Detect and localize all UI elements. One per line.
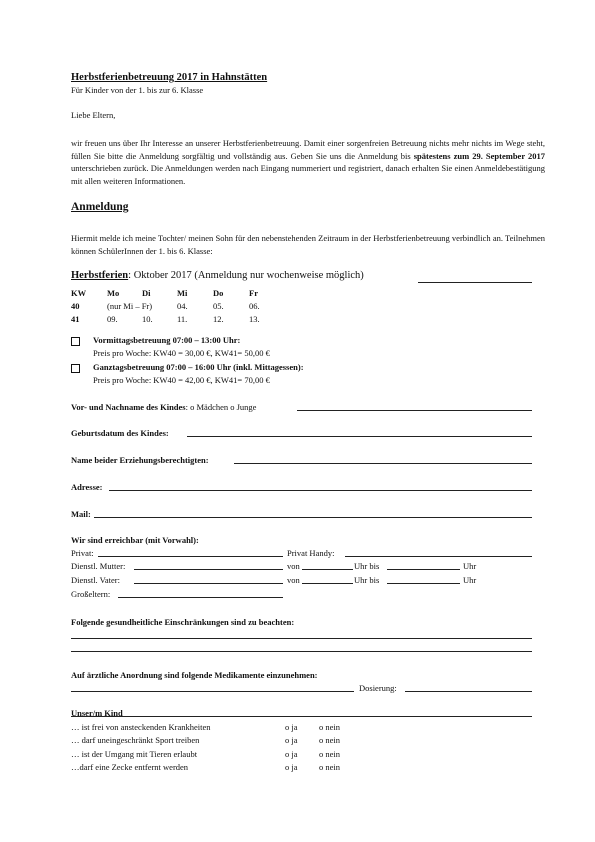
fullday-care-label: Ganztagsbetreuung 07:00 – 16:00 Uhr (inkl. Mittagessen): xyxy=(93,362,304,372)
mother-from-label: von xyxy=(287,561,300,571)
row-41-di: 10. xyxy=(142,314,153,324)
permission-tick-label: …darf eine Zecke entfernt werden xyxy=(71,762,189,772)
row-40-kw: 40 xyxy=(71,301,80,311)
birthdate-label: Geburtsdatum des Kindes: xyxy=(71,428,169,438)
grandparents-label: Großeltern: xyxy=(71,589,111,599)
letter-text-2: unterschrieben zurück. Die Anmeldungen werden nach Eingang nummeriert und registriert, danach erhalten Sie einen Anmeldebestätigung mit allen weiteren Informationen. xyxy=(71,163,545,186)
fullday-care-checkbox[interactable] xyxy=(71,364,80,373)
permission-animals-no[interactable]: o nein xyxy=(319,749,341,759)
address-field[interactable] xyxy=(109,490,532,491)
greeting: Liebe Eltern, xyxy=(71,110,116,120)
permission-sport-no[interactable]: o nein xyxy=(319,735,341,745)
father-from-label: von xyxy=(287,575,300,585)
morning-care-label: Vormittagsbetreuung 07:00 – 13:00 Uhr: xyxy=(93,335,241,345)
col-fr: Fr xyxy=(249,288,258,298)
private-mobile-label: Privat Handy: xyxy=(287,548,335,558)
child-heading: Unser/m Kind xyxy=(71,708,123,718)
row-41-mo: 09. xyxy=(107,314,118,324)
morning-care-price: Preis pro Woche: KW40 = 30,00 €, KW41= 50,00 € xyxy=(93,348,270,358)
dosage-label: Dosierung: xyxy=(359,683,397,693)
fullday-care-price: Preis pro Woche: KW40 = 42,00 €, KW41= 70,00 € xyxy=(93,375,270,385)
gender-options[interactable]: : o Mädchen o Junge xyxy=(185,402,257,412)
row-41-mi: 11. xyxy=(177,314,188,324)
private-phone-field[interactable] xyxy=(98,556,283,557)
permission-sport-label: … darf uneingeschränkt Sport treiben xyxy=(71,735,200,745)
permission-contagious-label: … ist frei von ansteckenden Krankheiten xyxy=(71,722,211,732)
mail-field[interactable] xyxy=(94,517,532,518)
father-uhr-label: Uhr xyxy=(463,575,477,585)
row-40-fr: 06. xyxy=(249,301,260,311)
father-label: Dienstl. Vater: xyxy=(71,575,120,585)
permission-sport-yes[interactable]: o ja xyxy=(285,735,298,745)
row-41-kw: 41 xyxy=(71,314,80,324)
col-mi: Mi xyxy=(177,288,188,298)
contact-heading: Wir sind erreichbar (mit Vorwahl): xyxy=(71,535,199,545)
permission-contagious-no[interactable]: o nein xyxy=(319,722,341,732)
letter-text-1: wir freuen uns über Ihr Interesse an unserer Herbstferienbetreuung. Damit einer sorgenfreien Betreuung nichts mehr nichts im Wege steht, füllen Sie bitte die Anmeldung sorgfältig und vollständig aus. Geben Sie uns die Anmeldung bis xyxy=(71,138,545,161)
registration-heading: Anmeldung xyxy=(71,201,129,213)
holidays-heading xyxy=(71,270,364,281)
birthdate-field[interactable] xyxy=(187,436,532,437)
address-label: Adresse: xyxy=(71,482,103,492)
child-name-label xyxy=(71,402,256,412)
row-41-do: 12. xyxy=(213,314,224,324)
row-40-mo: (nur Mi – Fr) xyxy=(107,301,153,311)
child-name-field[interactable] xyxy=(297,410,532,411)
health-field-1[interactable] xyxy=(71,638,532,639)
row-41-fr: 13. xyxy=(249,314,260,324)
col-kw: KW xyxy=(71,288,87,298)
father-phone-field[interactable] xyxy=(134,583,283,584)
mail-label: Mail: xyxy=(71,509,91,519)
private-label: Privat: xyxy=(71,548,94,558)
row-40-do: 05. xyxy=(213,301,224,311)
permission-contagious-yes[interactable]: o ja xyxy=(285,722,298,732)
guardians-field[interactable] xyxy=(234,463,532,464)
permission-tick-yes[interactable]: o ja xyxy=(285,762,298,772)
permission-animals-label: … ist der Umgang mit Tieren erlaubt xyxy=(71,749,198,759)
holidays-heading-line xyxy=(418,282,532,283)
document-subtitle: Für Kinder von der 1. bis zur 6. Klasse xyxy=(71,85,204,95)
col-di: Di xyxy=(142,288,151,298)
permission-animals-yes[interactable]: o ja xyxy=(285,749,298,759)
mother-until-label: Uhr bis xyxy=(354,561,380,571)
medication-heading: Auf ärztliche Anordnung sind folgende Medikamente einzunehmen: xyxy=(71,670,318,680)
child-heading-rule xyxy=(71,716,532,717)
private-mobile-field[interactable] xyxy=(345,556,532,557)
father-until-label: Uhr bis xyxy=(354,575,380,585)
health-field-2[interactable] xyxy=(71,651,532,652)
father-until-field[interactable] xyxy=(387,583,460,584)
father-from-field[interactable] xyxy=(302,583,353,584)
health-heading: Folgende gesundheitliche Einschränkungen sind zu beachten: xyxy=(71,617,295,627)
medication-field[interactable] xyxy=(71,691,354,692)
letter-body xyxy=(71,137,545,187)
mother-from-field[interactable] xyxy=(302,569,353,570)
morning-care-checkbox[interactable] xyxy=(71,337,80,346)
registration-intro: Hiermit melde ich meine Tochter/ meinen Sohn für den nebenstehenden Zeitraum in der Herbstferienbetreuung verbindlich an. Teilnehmen können SchülerInnen der 1. bis 6. Klasse: xyxy=(71,233,545,256)
mother-uhr-label: Uhr xyxy=(463,561,477,571)
dosage-field[interactable] xyxy=(405,691,532,692)
document-title: Herbstferienbetreuung 2017 in Hahnstätten xyxy=(71,72,268,83)
holidays-heading-prefix: Herbstferien xyxy=(71,270,129,281)
holidays-heading-rest: : Oktober 2017 (Anmeldung nur wochenweise möglich) xyxy=(128,270,364,281)
col-do: Do xyxy=(213,288,224,298)
child-name-label-text: Vor- und Nachname des Kindes xyxy=(71,402,186,412)
row-40-mi: 04. xyxy=(177,301,188,311)
grandparents-field[interactable] xyxy=(118,597,283,598)
permission-tick-no[interactable]: o nein xyxy=(319,762,341,772)
mother-label: Dienstl. Mutter: xyxy=(71,561,126,571)
deadline: spätestens zum 29. September 2017 xyxy=(413,150,545,161)
col-mo: Mo xyxy=(107,288,120,298)
mother-until-field[interactable] xyxy=(387,569,460,570)
mother-phone-field[interactable] xyxy=(134,569,283,570)
guardians-label: Name beider Erziehungsberechtigten: xyxy=(71,455,209,465)
